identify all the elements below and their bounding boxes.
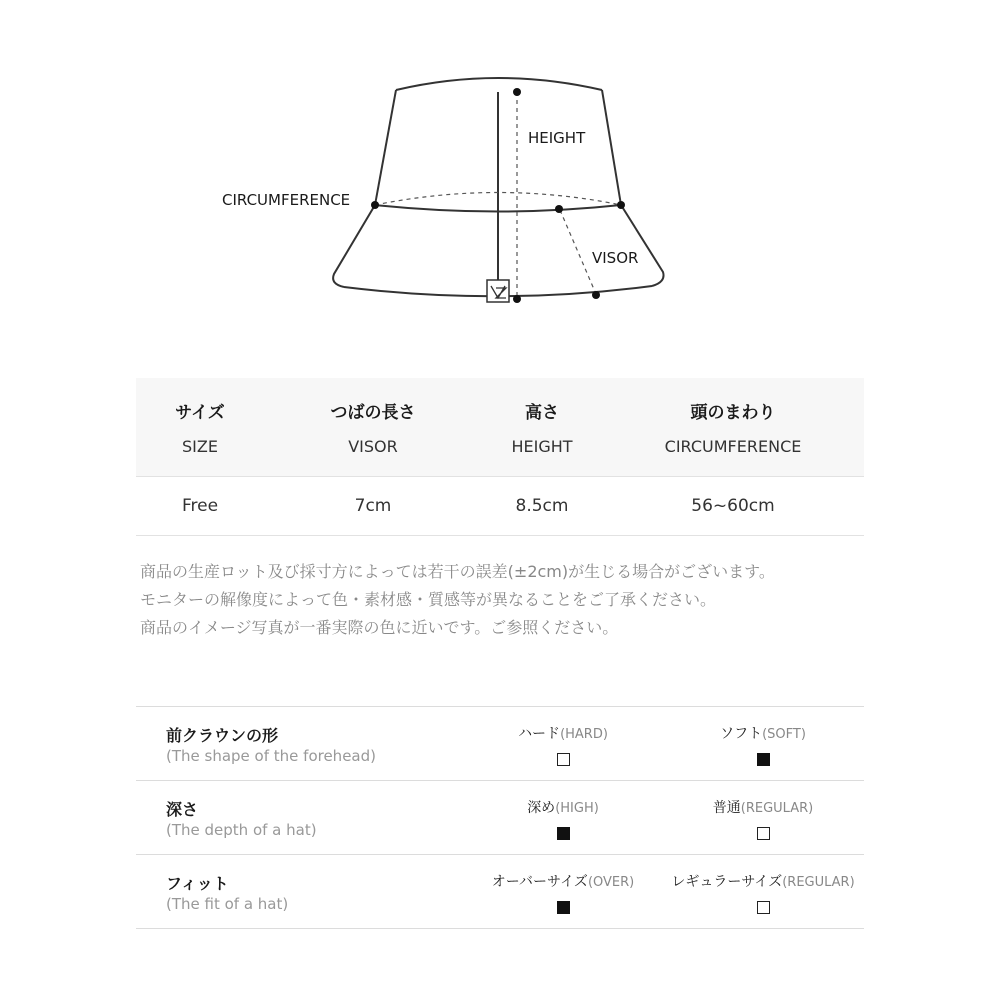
label-height: HEIGHT: [528, 129, 586, 147]
option-label-en: (SOFT): [762, 727, 806, 742]
cell-circumference: 56~60cm: [691, 496, 775, 516]
attribute-title: フィット: [166, 874, 229, 893]
checkbox-empty-icon: [557, 753, 570, 766]
table-row: [136, 477, 864, 536]
option-label-en: (HARD): [560, 727, 608, 742]
checkbox-empty-icon: [757, 827, 770, 840]
attribute-row-depth: [136, 781, 864, 855]
attribute-title: 前クラウンの形: [166, 726, 279, 745]
visor-dashed-line: [560, 210, 596, 294]
circumference-left-dot: [371, 201, 379, 209]
header-height: [482, 378, 602, 476]
option-label: レギュラーサイズ: [671, 874, 783, 890]
header-jp: 高さ: [525, 403, 559, 423]
hat-crown-top: [396, 78, 602, 90]
size-table-header: [136, 378, 864, 477]
note-line: 商品のイメージ写真が一番実際の色に近いです。ご参照ください。: [140, 618, 619, 637]
hat-brim-left: [333, 205, 375, 287]
attribute-row-fit: [136, 855, 864, 929]
checkbox-filled-icon: [557, 827, 570, 840]
option-label: 深め: [527, 800, 556, 816]
header-en: HEIGHT: [511, 437, 573, 456]
vz-logo-icon: [487, 280, 509, 302]
attribute-row-forehead: [136, 707, 864, 781]
cell-height: 8.5cm: [515, 496, 569, 516]
visor-bottom-dot: [592, 291, 600, 299]
note-line: 商品の生産ロット及び採寸方によっては若干の誤差(±2cm)が生じる場合がございます。: [140, 562, 775, 581]
option-label: 普通: [712, 800, 741, 816]
option-label-en: (REGULAR): [782, 875, 855, 890]
option-high: [463, 797, 663, 840]
checkbox-filled-icon: [557, 901, 570, 914]
height-bottom-dot: [513, 295, 521, 303]
option-hard: [463, 723, 663, 766]
header-en: SIZE: [182, 437, 218, 456]
header-en: VISOR: [348, 437, 398, 456]
header-jp: サイズ: [175, 403, 225, 423]
cell-size: Free: [181, 496, 219, 516]
hat-measurement-diagram: [0, 0, 1000, 340]
checkbox-filled-icon: [757, 753, 770, 766]
option-label-en: (OVER): [587, 875, 635, 890]
option-label-en: (REGULAR): [740, 801, 814, 816]
attribute-subtitle: (The shape of the forehead): [166, 747, 376, 765]
header-en: CIRCUMFERENCE: [664, 437, 802, 456]
header-jp: 頭のまわり: [690, 403, 776, 423]
option-label: ハード: [518, 726, 561, 742]
checkbox-empty-icon: [757, 901, 770, 914]
option-soft: [663, 723, 863, 766]
visor-top-dot: [555, 205, 563, 213]
option-label-en: (HIGH): [555, 801, 599, 816]
attribute-title: 深さ: [166, 800, 199, 819]
option-label: オーバーサイズ: [491, 874, 588, 890]
circumference-right-dot: [617, 201, 625, 209]
option-regular-size: [663, 871, 863, 914]
option-regular: [663, 797, 863, 840]
height-top-dot: [513, 88, 521, 96]
option-label: ソフト: [720, 726, 763, 742]
note-line: モニターの解像度によって色・素材感・質感等が異なることをご了承ください。: [140, 590, 717, 609]
hat-crown-left: [375, 90, 396, 205]
header-circumference: [602, 378, 864, 476]
label-circumference: CIRCUMFERENCE: [222, 191, 351, 209]
cell-visor: 7cm: [354, 496, 392, 516]
label-visor: VISOR: [592, 249, 639, 267]
hat-brim-right: [621, 205, 664, 286]
header-visor: [264, 378, 482, 476]
header-jp: つばの長さ: [330, 403, 416, 423]
option-over: [463, 871, 663, 914]
size-table: [136, 378, 864, 536]
measurement-notes: [140, 558, 880, 642]
attribute-table: [136, 706, 864, 929]
hat-crown-right: [602, 90, 621, 205]
header-size: [136, 378, 264, 476]
attribute-subtitle: (The fit of a hat): [166, 895, 289, 913]
attribute-subtitle: (The depth of a hat): [166, 821, 317, 839]
